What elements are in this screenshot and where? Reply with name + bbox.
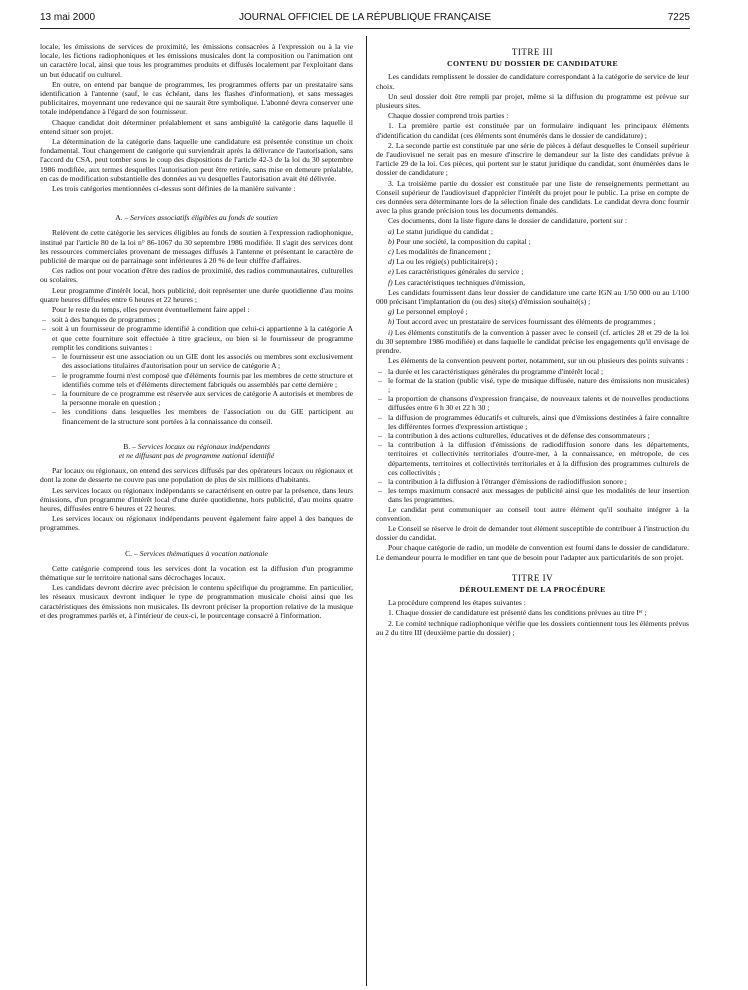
list-item: – soit à un fournisseur de programme identifié à condition que celui-ci appartienne à la catégorie A et que cette fourniture soit effectuée à titre gracieux, ou bien si le fournisseur de programme remplit les conditions suivantes : bbox=[40, 324, 353, 352]
titre-iv: TITRE IV bbox=[511, 572, 554, 583]
list-item: – soit à des banques de programmes ; bbox=[40, 315, 353, 324]
paragraph: 1. Chaque dossier de candidature est présenté dans les conditions prévues au titre Iᵉʳ ; bbox=[388, 608, 647, 618]
sub-list bbox=[40, 352, 353, 426]
paragraph: Relèvent de cette catégorie les services éligibles au fonds de soutien à l'expression radiophonique, institué par l'article 80 de la loi n° 86-1067 du 30 septembre 1986 modifiée. Il s'agit des services dont les ressources commerciales provenant de messages diffusés à l'antenne et présentant le caractère de publicité de marque ou de parrainage sont inférieures à 20 % de leur chiffre d'affaires. bbox=[40, 228, 353, 266]
titre-iv-subtitle: DÉROULEMENT DE LA PROCÉDURE bbox=[459, 584, 606, 594]
list bbox=[40, 315, 353, 352]
item-text: Les caractéristiques générales du service ; bbox=[395, 267, 524, 277]
paragraph: Chaque dossier comprend trois parties : bbox=[388, 111, 509, 121]
item-text: Pour une société, la composition du capital ; bbox=[396, 236, 531, 246]
paragraph: Les trois catégories mentionnées ci-dessus sont définies de la manière suivante : bbox=[52, 184, 296, 194]
paragraph: Leur programme d'intérêt local, hors publicité, doit représenter une durée quotidienne d'au moins quatre heures diffusées entre 6 heures et 22 heures ; bbox=[40, 285, 353, 304]
list-item: – le format de la station (public visé, type de musique diffusée, nature des émissions non musicales) ; bbox=[376, 376, 689, 394]
page-number: 7225 bbox=[667, 12, 690, 23]
convention-list bbox=[376, 367, 689, 505]
publication-date: 13 mai 2000 bbox=[40, 12, 96, 23]
item-letter: i) bbox=[388, 327, 393, 337]
item-text: Tout accord avec un prestataire de services fournissant des éléments de programmes ; bbox=[396, 317, 656, 327]
journal-title: JOURNAL OFFICIEL DE LA RÉPUBLIQUE FRANÇAISE bbox=[238, 12, 492, 23]
page-header bbox=[40, 10, 690, 28]
paragraph: Les candidats remplissent le dossier de candidature correspondant à la catégorie de service de leur choix. bbox=[376, 72, 689, 91]
paragraph: Pour le reste du temps, elles peuvent éventuellement faire appel : bbox=[52, 305, 250, 315]
lettered-item bbox=[376, 278, 689, 287]
section-b-heading bbox=[40, 442, 353, 460]
item-text: Le personnel employé ; bbox=[396, 307, 468, 317]
section-title-line2: et ne diffusant pas de programme national identifié bbox=[118, 450, 275, 460]
item-text: Le statut juridique du candidat ; bbox=[396, 226, 494, 236]
list-item: – la contribution à la diffusion d'émissions de radiodiffusion sonore dans les départements, territoires et collectivités territoriales d'outre-mer, à la connaissance, en métropole, de ces départements, territoires et collectivités territoriales et à la diffusion des programmes culturels de ces collectivités ; bbox=[376, 440, 689, 477]
item-letter: d) bbox=[388, 257, 395, 267]
lettered-item bbox=[376, 307, 689, 316]
item-letter: a) bbox=[388, 226, 395, 236]
paragraph: Ces radios ont pour vocation d'être des radios de proximité, des radios communautaires, culturelles ou scolaires. bbox=[40, 266, 353, 285]
lettered-item bbox=[376, 317, 689, 326]
section-c-heading bbox=[40, 549, 353, 558]
paragraph: 2. La seconde partie est constituée par une série de pièces à défaut desquelles le Conseil supérieur de l'audiovisuel ne serait pas en mesure d'inscrire le demandeur sur la liste des candidats prévue à l'article 29 de la loi. Ces pièces, qui portent sur le statut juridique du candidat, sont énumérées dans le dossier de candidature ; bbox=[376, 140, 689, 178]
paragraph: Chaque candidat doit déterminer préalablement et sans ambiguïté la catégorie dans laquelle il entend situer son projet. bbox=[40, 117, 353, 136]
titre-iii: TITRE III bbox=[511, 47, 554, 57]
list-item: – la contribution à des actions culturelles, éducatives et de défense des consommateurs ; bbox=[376, 431, 689, 440]
paragraph: En outre, on entend par banque de programmes, les programmes offerts par un prestataire sans identification à l'antenne (sauf, le cas échéant, dans les flashes d'information), et sans messages publicitaires, moyennant une redevance qui ne saurait être symbolique. L'abonné devra conserver une totale indépendance à l'égard de son fournisseur. bbox=[40, 79, 353, 117]
paragraph: Cette catégorie comprend tous les services dont la vocation est la diffusion d'un programme thématique sur le territoire national sans décrochages locaux. bbox=[40, 563, 353, 582]
paragraph: 1. La première partie est constituée par un formulaire indiquant les principaux éléments d'identification du candidat (ces éléments sont énumérés dans le dossier de candidature) ; bbox=[376, 121, 689, 140]
paragraph: Ces documents, dont la liste figure dans le dossier de candidature, portent sur : bbox=[388, 216, 627, 226]
item-letter: e) bbox=[388, 267, 394, 277]
paragraph: Les candidats devront décrire avec précision le contenu spécifique du programme. En particulier, les réseaux musicaux devront indiquer le type de programmation musicale choisi ainsi que les caractéristiques des émissions non musicales. Ils devront préciser la proportion relative de la musique et des programmes parlés et, à l'intérieur de ceux-ci, le pourcentage consacré à l'information. bbox=[40, 583, 353, 620]
list-item: – le programme fourni n'est composé que d'éléments fournis par les membres de cette structure et identifiés comme tels et d'éléments directement fabriqués ou assemblés par cette dernière ; bbox=[40, 371, 353, 389]
list-item: – la durée et les caractéristiques générales du programme d'intérêt local ; bbox=[376, 367, 689, 376]
list-item: – les temps maximum consacré aux messages de publicité ainsi que les modalités de leur insertion dans les programmes. bbox=[376, 486, 689, 504]
paragraph: Un seul dossier doit être rempli par projet, même si la diffusion du programme est prévue sur plusieurs sites. bbox=[376, 91, 689, 111]
item-letter: g) bbox=[388, 307, 395, 317]
item-text: La ou les régie(s) publicitaire(s) ; bbox=[396, 257, 498, 267]
paragraph: Les éléments de la convention peuvent porter, notamment, sur un ou plusieurs des points suivants : bbox=[388, 356, 689, 366]
section-letter: A. – bbox=[115, 213, 129, 223]
titre-iii-subtitle: CONTENU DU DOSSIER DE CANDIDATURE bbox=[447, 59, 618, 69]
lettered-item bbox=[376, 247, 689, 256]
paragraph: Les candidats fournissent dans leur dossier de candidature une carte IGN au 1/50 000 ou au 1/100 000 précisant l'implantation du (ou des) site(s) d'émission souhaité(s) ; bbox=[376, 287, 689, 307]
paragraph: 3. La troisième partie du dossier est constituée par une liste de renseignements permettant au Conseil supérieur de l'audiovisuel d'apprécier l'intérêt du projet pour le public. La prise en compte de ces données sera déterminante lors de la sélection finale des candidats. Le candidat devra donc fournir avec la plus grande précision tous les documents demandés. bbox=[376, 178, 689, 216]
lettered-item bbox=[376, 328, 689, 356]
left-column bbox=[40, 42, 353, 982]
section-a-heading bbox=[40, 213, 353, 222]
item-text: Les modalités de financement ; bbox=[395, 247, 491, 257]
item-letter: f) bbox=[388, 277, 393, 287]
paragraph: La procédure comprend les étapes suivantes : bbox=[388, 598, 526, 608]
lettered-item bbox=[376, 267, 689, 276]
item-letter: c) bbox=[388, 247, 394, 257]
lettered-item bbox=[376, 227, 689, 236]
list-item: – la proportion de chansons d'expression française, de nouveaux talents et de nouvelles productions diffusées entre 6 h 30 et 22 h 30 ; bbox=[376, 394, 689, 412]
section-letter: C. – bbox=[125, 548, 138, 558]
section-title: Services locaux ou régionaux indépendants bbox=[137, 441, 270, 451]
list-item: – la fourniture de ce programme est réservée aux services de catégorie A autorisés et membres de la personne morale en question ; bbox=[40, 389, 353, 407]
lettered-item bbox=[376, 257, 689, 266]
header-rule bbox=[40, 28, 690, 29]
right-column bbox=[376, 42, 689, 982]
item-letter: h) bbox=[388, 317, 395, 327]
paragraph: Les services locaux ou régionaux indépendants se caractérisent en outre par la présence, dans leurs émissions, d'un programme d'intérêt local d'une durée quotidienne, hors publicité, d'au moins quatre heures, diffusées entre 6 heures et 22 heures. bbox=[40, 485, 353, 513]
section-title: Services thématiques à vocation nationale bbox=[139, 548, 268, 558]
section-title: Services associatifs éligibles au fonds de soutien bbox=[130, 213, 278, 223]
paragraph: Le Conseil se réserve le droit de demander tout élément susceptible de contribuer à l'instruction du dossier du candidat. bbox=[376, 523, 689, 543]
paragraph: 2. Le comité technique radiophonique vérifie que les dossiers contiennent tous les éléments prévus au 2 du titre III (deuxième partie du dossier) ; bbox=[376, 618, 689, 637]
paragraph: Par locaux ou régionaux, on entend des services diffusés par des opérateurs locaux ou régionaux et dont la zone de desserte ne couvre pas une population de plus de six millions d'habitants. bbox=[40, 466, 353, 485]
item-text: Les éléments constitutifs de la convention à passer avec le conseil (cf. articles 28 et 29 de la loi du 30 septembre 1986 modifiée) et dans laquelle le candidat précise les engagements qu'il envisage de prendre. bbox=[376, 327, 689, 356]
list-item: – la contribution à la diffusion à l'étranger d'émissions de radiodiffusion sonore ; bbox=[376, 477, 689, 486]
item-letter: b) bbox=[388, 236, 395, 246]
column-divider bbox=[366, 36, 367, 986]
paragraph: Les services locaux ou régionaux indépendants peuvent également faire appel à des banques de programmes. bbox=[40, 514, 353, 533]
paragraph: La détermination de la catégorie dans laquelle une candidature est présentée constitue un choix fondamental. Tout changement de catégorie qui surviendrait après la délivrance de l'autorisation, sans l'accord du CSA, peut tomber sous le coup des dispositions de l'article 42-3 de la loi du 30 septembre 1986 modifiée, aux termes desquelles l'autorisation peut être retirée, sans mise en demeure préalable, en cas de modification substantielle des données au vu desquelles l'autorisation avait été délivrée. bbox=[40, 137, 353, 183]
paragraph: locale, les émissions de services de proximité, les émissions consacrées à l'expression ou à la vie locale, les fictions radiophoniques et les émissions musicales dont la composition ou l'animation ont un caractère local, ainsi que tous les programmes produits et diffusés localement par l'exploitant dans un but éducatif ou culturel. bbox=[40, 42, 353, 79]
paragraph: Pour chaque catégorie de radio, un modèle de convention est fourni dans le dossier de candidature. Le demandeur pourra le modifier en tant que de besoin pour l'adapter aux particularités de son projet. bbox=[376, 543, 689, 562]
list-item: – le fournisseur est une association ou un GIE dont les associés ou membres sont exclusivement des associations titulaires d'autorisation pour un service de catégorie A ; bbox=[40, 352, 353, 370]
item-text: Les caractéristiques techniques d'émission, bbox=[394, 277, 525, 287]
lettered-item bbox=[376, 237, 689, 246]
list-item: – la diffusion de programmes éducatifs et culturels, ainsi que d'émissions destinées à faire connaître les différentes formes d'expression artistique ; bbox=[376, 413, 689, 431]
paragraph: Le candidat peut communiquer au conseil tout autre élément qu'il souhaite intégrer à la convention. bbox=[376, 504, 689, 523]
list-item: – les conditions dans lesquelles les membres de l'association ou du GIE participent au financement de la structure sont portées à la connaissance du conseil. bbox=[40, 407, 353, 425]
section-letter: B. – bbox=[123, 441, 136, 451]
